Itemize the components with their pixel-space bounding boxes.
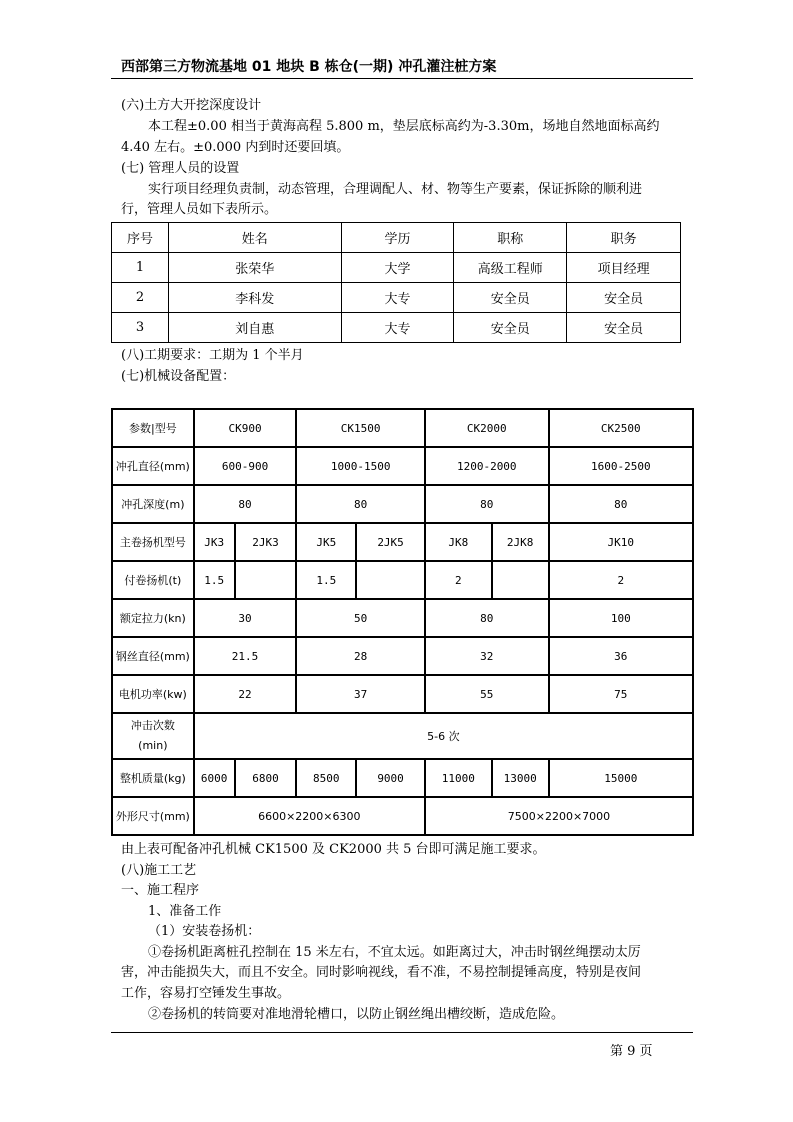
table-row [112,283,681,313]
table-cell: 张荣华 [168,253,341,283]
row-label: 付卷扬机(t) [112,561,194,599]
table-cell: 1.5 [296,561,356,599]
section-7-paragraph-line2: 行，管理人员如下表所示。 [121,202,278,217]
header-cell: 学历 [341,223,454,253]
table-row [112,561,693,599]
table-cell: 高级工程师 [454,253,567,283]
table-cell: 80 [425,599,549,637]
table-cell: 1600-2500 [549,447,693,485]
table-row [112,485,693,523]
table-cell: 6800 [235,759,297,797]
table-cell: 5-6 次 [194,713,693,759]
section-7-paragraph-line1: 实行项目经理负责制，动态管理，合理调配人、材、物等生产要素，保证拆除的顺利进 [148,182,643,197]
item-1-line2: 害，冲击能损失大，而且不安全。同时影响视线，看不准，不易控制提锤高度，特别是夜间 [121,965,642,980]
row-label: 冲孔直径(mm) [112,447,194,485]
model-cell: CK1500 [296,409,425,447]
procedure-heading: 一、施工程序 [121,883,200,898]
row-label: 冲孔深度(m) [112,485,194,523]
table-cell: 80 [425,485,549,523]
header-cell: 职务 [567,223,681,253]
model-cell: CK2000 [425,409,549,447]
table-cell: 2JK3 [235,523,297,561]
table-cell: 6000 [194,759,235,797]
winch-install-heading: （1）安装卷扬机： [148,924,261,939]
table-row [112,447,693,485]
table-row [112,637,693,675]
table-cell: 50 [296,599,425,637]
table-cell: 1000-1500 [296,447,425,485]
table-cell: 安全员 [454,283,567,313]
table-cell: 安全员 [567,283,681,313]
table-header-row [112,223,681,253]
table-cell: 2JK8 [492,523,549,561]
table-cell: 32 [425,637,549,675]
table-cell: JK5 [296,523,356,561]
impacts-unit: (min) [138,739,168,752]
table-cell: 55 [425,675,549,713]
table-cell: 2 [112,283,169,313]
table-cell: 3 [112,313,169,343]
row-label: 额定拉力(kn) [112,599,194,637]
section-6-paragraph-line2: 4.40 左右。±0.000 内到时还要回填。 [121,140,350,155]
preparation-heading: 1、准备工作 [148,904,222,919]
page-number: 第 9 页 [610,1044,653,1059]
table-cell: 大专 [341,283,454,313]
table-cell: 13000 [492,759,549,797]
staff-table [111,222,681,343]
table-cell: 李科发 [168,283,341,313]
header-cell: 职称 [454,223,567,253]
table-cell: 80 [296,485,425,523]
table-cell: 大学 [341,253,454,283]
footer-divider [111,1032,693,1033]
table-row [112,313,681,343]
table-row [112,599,693,637]
item-1-line3: 工作，容易打空锤发生事故。 [121,986,291,1001]
section-7-heading: (七) 管理人员的设置 [121,161,240,176]
table-cell: JK10 [549,523,693,561]
equipment-heading: (七)机械设备配置： [121,369,236,384]
table-row [112,713,693,759]
model-cell: CK2500 [549,409,693,447]
table-cell: 100 [549,599,693,637]
table-cell: 大专 [341,313,454,343]
table-cell: 1.5 [194,561,235,599]
table-cell [356,561,425,599]
equipment-table [111,408,694,836]
table-cell: JK3 [194,523,235,561]
row-label: 整机质量(kg) [112,759,194,797]
impacts-label: 冲击次数 [130,719,175,732]
table-cell: 刘自惠 [168,313,341,343]
table-cell: 75 [549,675,693,713]
table-row [112,759,693,797]
table-row [112,523,693,561]
table-cell: 30 [194,599,297,637]
table-cell: 22 [194,675,297,713]
row-label: 电机功率(kw) [112,675,194,713]
row-label: 主卷扬机型号 [112,523,194,561]
row-label: 外形尺寸(mm) [112,797,194,835]
table-cell: JK8 [425,523,492,561]
table-cell: 2 [549,561,693,599]
table-cell: 安全员 [454,313,567,343]
construction-process-heading: (八)施工工艺 [121,863,197,878]
table-cell: 80 [549,485,693,523]
header-cell: 序号 [112,223,169,253]
item-2: ②卷扬机的转筒要对准地滑轮槽口，以防止钢丝绳出槽绞断，造成危险。 [148,1007,565,1022]
item-1-line1: ①卷扬机距离桩孔控制在 15 米左右，不宜太远。如距离过大，冲击时钢丝绳摆动太厉 [148,945,641,960]
table-cell: 1 [112,253,169,283]
table-row [112,797,693,835]
table-cell: 安全员 [567,313,681,343]
table-cell: 6600×2200×6300 [194,797,425,835]
table-cell: 11000 [425,759,492,797]
table-cell: 36 [549,637,693,675]
section-6-paragraph-line1: 本工程±0.00 相当于黄海高程 5.800 m，垫层底标高约为-3.30m，场地自然地面标高约 [148,119,660,134]
table-cell: 21.5 [194,637,297,675]
row-label: 钢丝直径(mm) [112,637,194,675]
table-cell: 项目经理 [567,253,681,283]
table-cell: 600-900 [194,447,297,485]
row-label: 参数|型号 [112,409,194,447]
table-cell: 15000 [549,759,693,797]
section-6-heading: (六)土方大开挖深度设计 [121,98,262,113]
section-8-heading: (八)工期要求：工期为 1 个半月 [121,348,304,363]
row-label [112,713,194,759]
table-row [112,253,681,283]
table-cell: 2 [425,561,492,599]
table-cell [492,561,549,599]
table-cell: 2JK5 [356,523,425,561]
table-row [112,675,693,713]
table-row [112,409,693,447]
header-title: 西部第三方物流基地 01 地块 B 栋仓(一期) 冲孔灌注桩方案 [121,59,497,75]
table-cell: 7500×2200×7000 [425,797,693,835]
table-cell [235,561,297,599]
header-divider [111,78,693,79]
table-cell: 9000 [356,759,425,797]
table-cell: 28 [296,637,425,675]
table-cell: 1200-2000 [425,447,549,485]
table-conclusion: 由上表可配备冲孔机械 CK1500 及 CK2000 共 5 台即可满足施工要求。 [121,842,546,857]
table-cell: 37 [296,675,425,713]
header-cell: 姓名 [168,223,341,253]
model-cell: CK900 [194,409,297,447]
table-cell: 8500 [296,759,356,797]
table-cell: 80 [194,485,297,523]
